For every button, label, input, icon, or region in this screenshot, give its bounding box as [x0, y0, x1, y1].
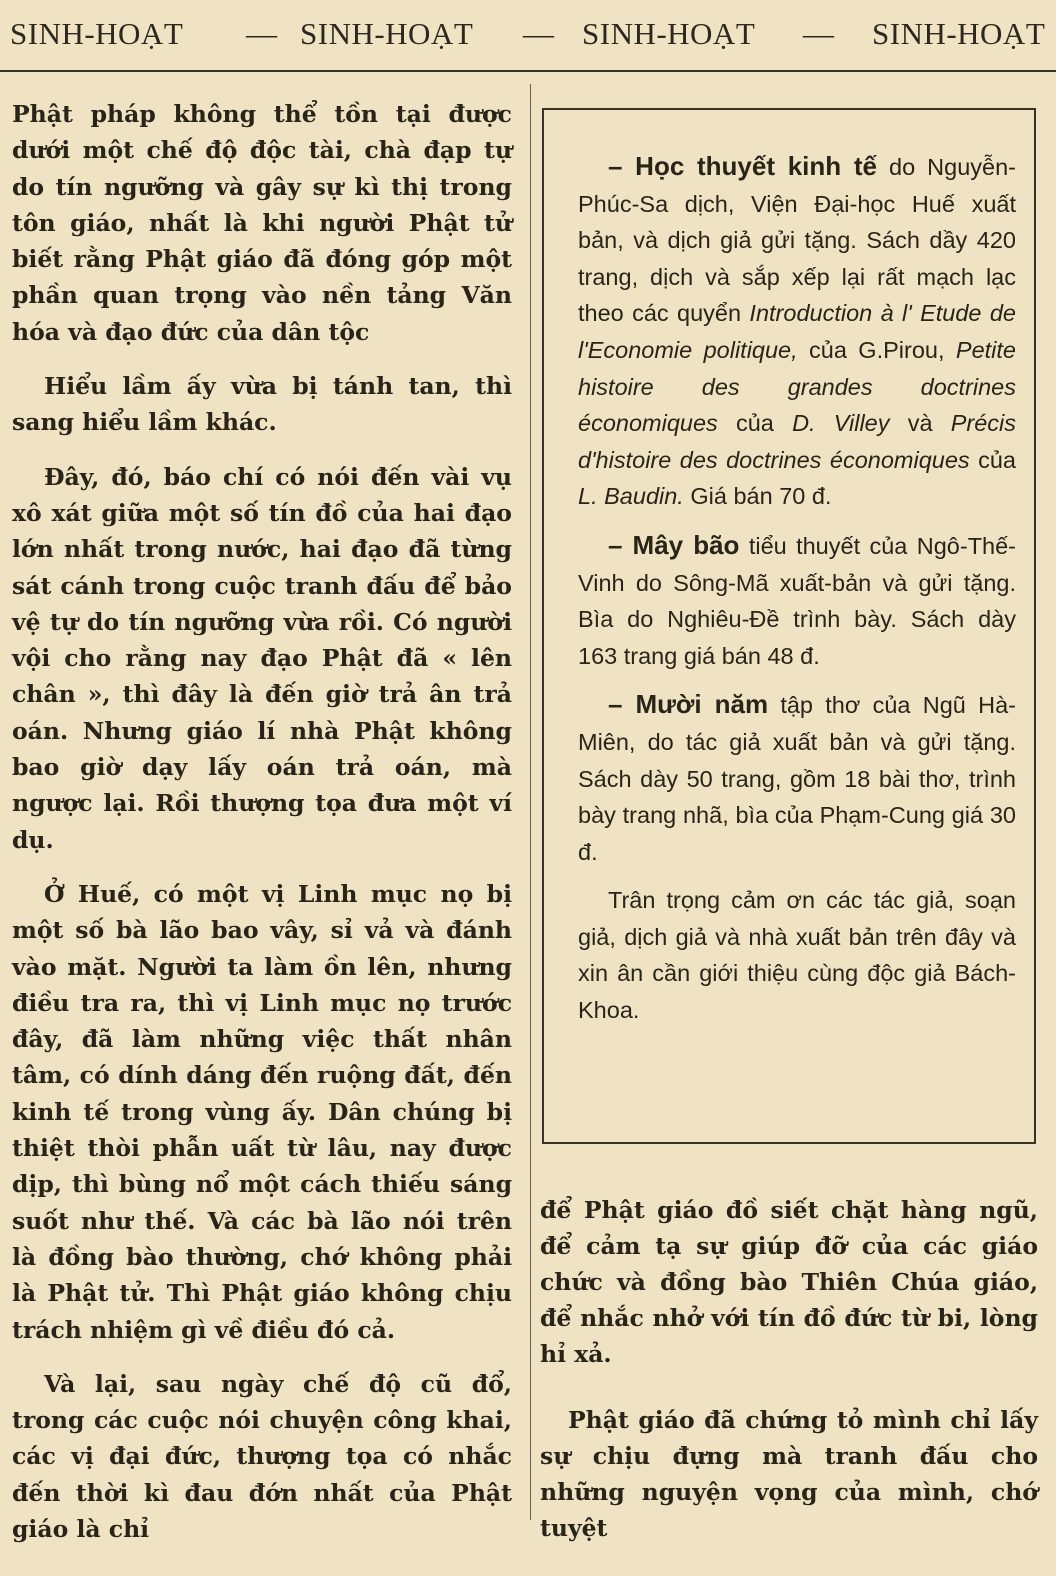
header-dash: — — [523, 16, 555, 51]
column-divider — [530, 84, 531, 1520]
notice-dash: – — [608, 689, 636, 720]
paragraph: để Phật giáo đồ siết chặt hàng ngũ, để cảm tạ sự giúp đỡ của các giáo chức và đồng bào Thiên Chúa giáo, để nhắc nhở với tín đồ đức từ bi, lòng hỉ xả. — [540, 1196, 1038, 1368]
header-label: SINH-HOẠT — [582, 16, 756, 51]
book-notices — [578, 148, 1016, 1041]
book-notice — [578, 527, 1016, 674]
paragraph: Và lại, sau ngày chế độ cũ đổ, trong các cuộc nói chuyện công khai, các vị đại đức, thượng tọa có nhắc đến thời kì đau đớn nhất của Phật giáo là chỉ — [12, 1369, 512, 1543]
header-label: SINH-HOẠT — [300, 16, 474, 51]
notice-text: và — [889, 410, 951, 437]
right-column — [540, 1192, 1038, 1576]
notice-text: do Nguyễn-Phúc-Sa dịch, Viện Đại-học Huế xuất bản, và dịch giả gửi tặng. Sách dầy 420 trang, dịch và sắp xếp lại rất mạch lạc theo các quyển — [578, 154, 1016, 327]
book-title: Học thuyết kinh tế — [635, 151, 877, 181]
notice-dash: – — [608, 151, 636, 181]
notice-text: tập thơ của Ngũ Hà-Miên, do tác giả xuất bản và gửi tặng. Sách dày 50 trang, gồm 18 bài thơ, trình bày trang nhã, bìa của Phạm-Cung giá 30 đ. — [578, 692, 1016, 865]
cited-title: Précis d'histoire des doctrines économiques — [578, 410, 1016, 473]
cited-title: Petite histoire des grandes doctrines économiques — [578, 336, 1016, 437]
paragraph: Phật pháp không thể tồn tại được dưới một chế độ độc tài, chà đạp tự do tín ngưỡng và gây sự kì thị trong tôn giáo, nhất là khi người Phật tử biết rằng Phật giáo đã đóng góp một phần quan trọng vào nền tảng Văn hóa và đạo đức của dân tộc — [12, 100, 512, 346]
header-dash: — — [803, 16, 835, 51]
book-title: Mây bão — [632, 529, 740, 560]
notice-text: của G.Pirou, — [797, 336, 956, 363]
header-dash: — — [246, 16, 278, 51]
book-notice — [578, 148, 1016, 515]
paragraph: Phật giáo đã chứng tỏ mình chỉ lấy sự chịu đựng mà tranh đấu cho những nguyện vọng của mình, chớ tuyệt — [540, 1406, 1038, 1542]
paragraph: Đây, đó, báo chí có nói đến vài vụ xô xát giữa một số tín đồ của hai đạo lớn nhất trong nước, hai đạo đã từng sát cánh trong cuộc tranh đấu để bảo vệ tự do tín ngưỡng vừa rồi. Có người vội cho rằng nay đạo Phật đã « lên chân », thì đây là đến giờ trả ân trả oán. Nhưng giáo lí nhà Phật không bao giờ dạy lấy oán trả oán, mà ngược lại. Rồi thượng tọa đưa một ví dụ. — [12, 462, 512, 854]
thanks-note: Trân trọng cảm ơn các tác giả, soạn giả, dịch giả và nhà xuất bản trên đây và xin ân cần giới thiệu cùng độc giả Bách-Khoa. — [578, 887, 1016, 1024]
book-title: Mười năm — [635, 689, 769, 720]
book-notice — [578, 686, 1016, 870]
header-label: SINH-HOẠT — [10, 16, 184, 51]
box-top-rule — [542, 108, 1036, 110]
header-label: SINH-HOẠT — [872, 16, 1046, 51]
cited-author: L. Baudin. — [578, 483, 684, 510]
box-bottom-rule — [542, 1142, 1036, 1144]
cited-title: Introduction à l' Etude de l'Economie politique, — [578, 300, 1016, 363]
running-header — [0, 0, 1056, 72]
paragraph: Hiểu lầm ấy vừa bị tánh tan, thì sang hiểu lầm khác. — [12, 372, 512, 437]
cited-author: D. Villey — [792, 410, 890, 437]
notice-text: của — [717, 410, 793, 437]
paragraph: Ở Huế, có một vị Linh mục nọ bị một số bà lão bao vây, sỉ vả và đánh vào mặt. Người ta làm ồn lên, nhưng điều tra ra, thì vị Linh mục nọ trước đây, đã làm những việc thất nhân tâm, có dính dáng đến ruộng đất, đến kinh tế trong vùng ấy. Dân chúng bị thiệt thòi phẫn uất từ lâu, nay được dịp, thì bùng nổ một cách thiếu sáng suốt như thế. Và các bà lão nói trên là đồng bào thường, chớ không phải là Phật tử. Thì Phật giáo không chịu trách nhiệm gì về điều đó cả. — [12, 879, 512, 1344]
notice-text: tiểu thuyết của Ngô-Thế-Vinh do Sông-Mã xuất-bản và gửi tặng. Bìa do Nghiêu-Đề trình bày. Sách dày 163 trang giá bán 48 đ. — [578, 532, 1017, 669]
notice-text: Giá bán 70 đ. — [683, 483, 832, 510]
notice-text: của — [969, 446, 1016, 473]
left-column — [12, 96, 512, 1565]
notice-dash: – — [608, 529, 633, 560]
